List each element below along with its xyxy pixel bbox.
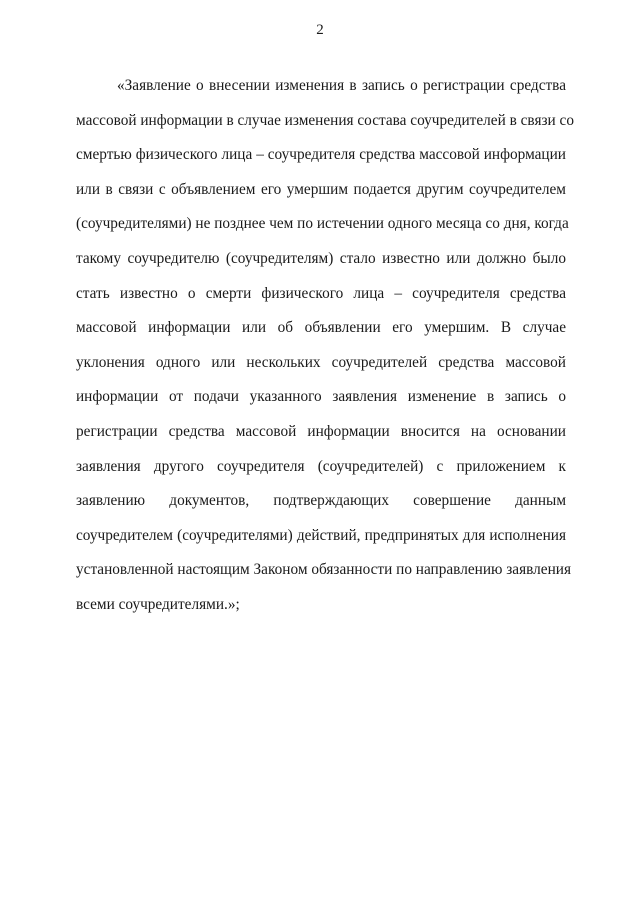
page-number: 2 bbox=[316, 22, 324, 38]
paragraph-line: регистрации средства массовой информации вносится на основании bbox=[76, 422, 566, 440]
paragraph-line: такому соучредителю (соучредителям) стало известно или должно было bbox=[76, 249, 566, 267]
paragraph-line: заявления другого соучредителя (соучредителей) с приложением к bbox=[76, 457, 566, 475]
body-paragraph bbox=[76, 74, 574, 628]
paragraph-line: или в связи с объявлением его умершим подается другим соучредителем bbox=[76, 180, 566, 198]
paragraph-line: (соучредителями) не позднее чем по истечении одного месяца со дня, когда bbox=[76, 215, 569, 233]
paragraph-line: соучредителем (соучредителями) действий, предпринятых для исполнения bbox=[76, 526, 566, 544]
paragraph-line: установленной настоящим Законом обязанности по направлению заявления bbox=[76, 561, 571, 579]
paragraph-line: заявлению документов, подтверждающих совершение данным bbox=[76, 492, 566, 510]
paragraph-line: смертью физического лица – соучредителя средства массовой информации bbox=[76, 146, 566, 164]
paragraph-line: информации от подачи указанного заявления изменение в запись о bbox=[76, 388, 566, 406]
paragraph-line: массовой информации или об объявлении его умершим. В случае bbox=[76, 319, 566, 337]
paragraph-line: массовой информации в случае изменения состава соучредителей в связи со bbox=[76, 111, 574, 129]
paragraph-line: уклонения одного или нескольких соучредителей средства массовой bbox=[76, 353, 566, 371]
paragraph-line: «Заявление о внесении изменения в запись о регистрации средства bbox=[117, 77, 566, 94]
paragraph-line: стать известно о смерти физического лица – соучредителя средства bbox=[76, 284, 566, 302]
paragraph-line: всеми соучредителями.»; bbox=[76, 595, 240, 613]
